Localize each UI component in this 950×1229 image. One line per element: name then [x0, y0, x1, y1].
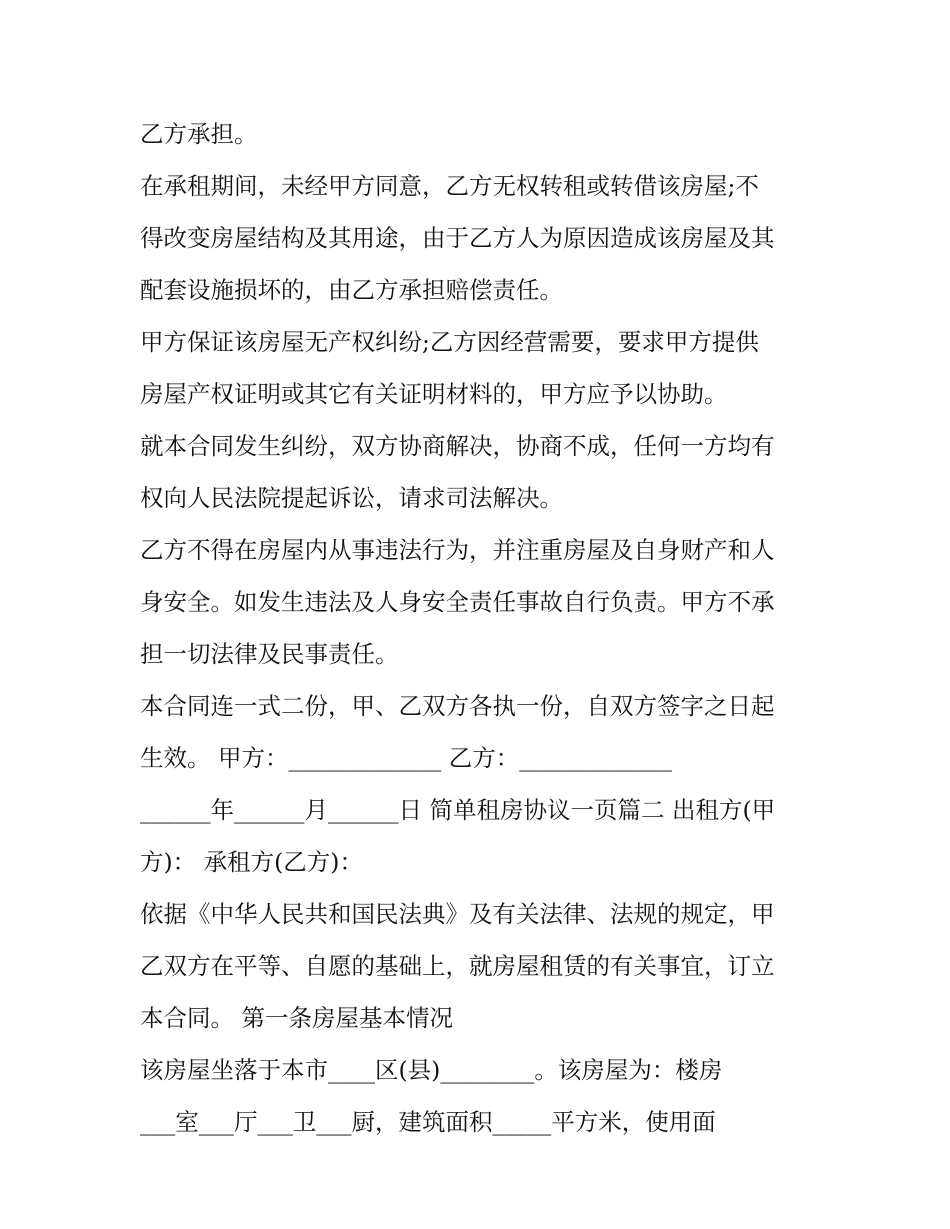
text-line: 房屋产权证明或其它有关证明材料的，甲方应予以协助。 [140, 380, 728, 408]
date-line: ______年______月______日 简单租房协议一页篇二 出租方(甲 [140, 796, 776, 824]
text-line: 甲方保证该房屋无产权纠纷;乙方因经营需要，要求甲方提供 [140, 328, 759, 356]
text-line: 依据《中华人民共和国民法典》及有关法律、法规的规定，甲 [140, 900, 775, 928]
text-line: 乙方不得在房屋内从事违法行为，并注重房屋及自身财产和人 [140, 536, 775, 564]
text-line: 担一切法律及民事责任。 [140, 640, 399, 668]
section-heading-line: 本合同。 第一条房屋基本情况 [140, 1004, 453, 1032]
text-line: 乙双方在平等、自愿的基础上，就房屋租赁的有关事宜，订立 [140, 952, 775, 980]
text-line: 就本合同发生纠纷，双方协商解决，协商不成，任何一方均有 [140, 432, 775, 460]
text-line: 身安全。如发生违法及人身安全责任事故自行负责。甲方不承 [140, 588, 775, 616]
text-line: ___室___厅___卫___厨，建筑面积_____平方米，使用面 [140, 1108, 716, 1136]
document-body [140, 108, 830, 1148]
text-line: 本合同连一式二份，甲、乙双方各执一份，自双方签字之日起 [140, 692, 775, 720]
signature-line: 生效。 甲方：_____________ 乙方：_____________ [140, 744, 672, 772]
text-line: 该房屋坐落于本市____区(县)________。该房屋为：楼房 [140, 1056, 723, 1084]
text-line: 权向人民法院提起诉讼，请求司法解决。 [140, 484, 563, 512]
text-line: 乙方承担。 [140, 120, 258, 148]
text-line: 得改变房屋结构及其用途，由于乙方人为原因造成该房屋及其 [140, 224, 775, 252]
text-line: 配套设施损坏的，由乙方承担赔偿责任。 [140, 276, 563, 304]
text-line: 在承租期间，未经甲方同意，乙方无权转租或转借该房屋;不 [140, 172, 759, 200]
parties-line: 方)： 承租方(乙方)： [140, 848, 363, 876]
